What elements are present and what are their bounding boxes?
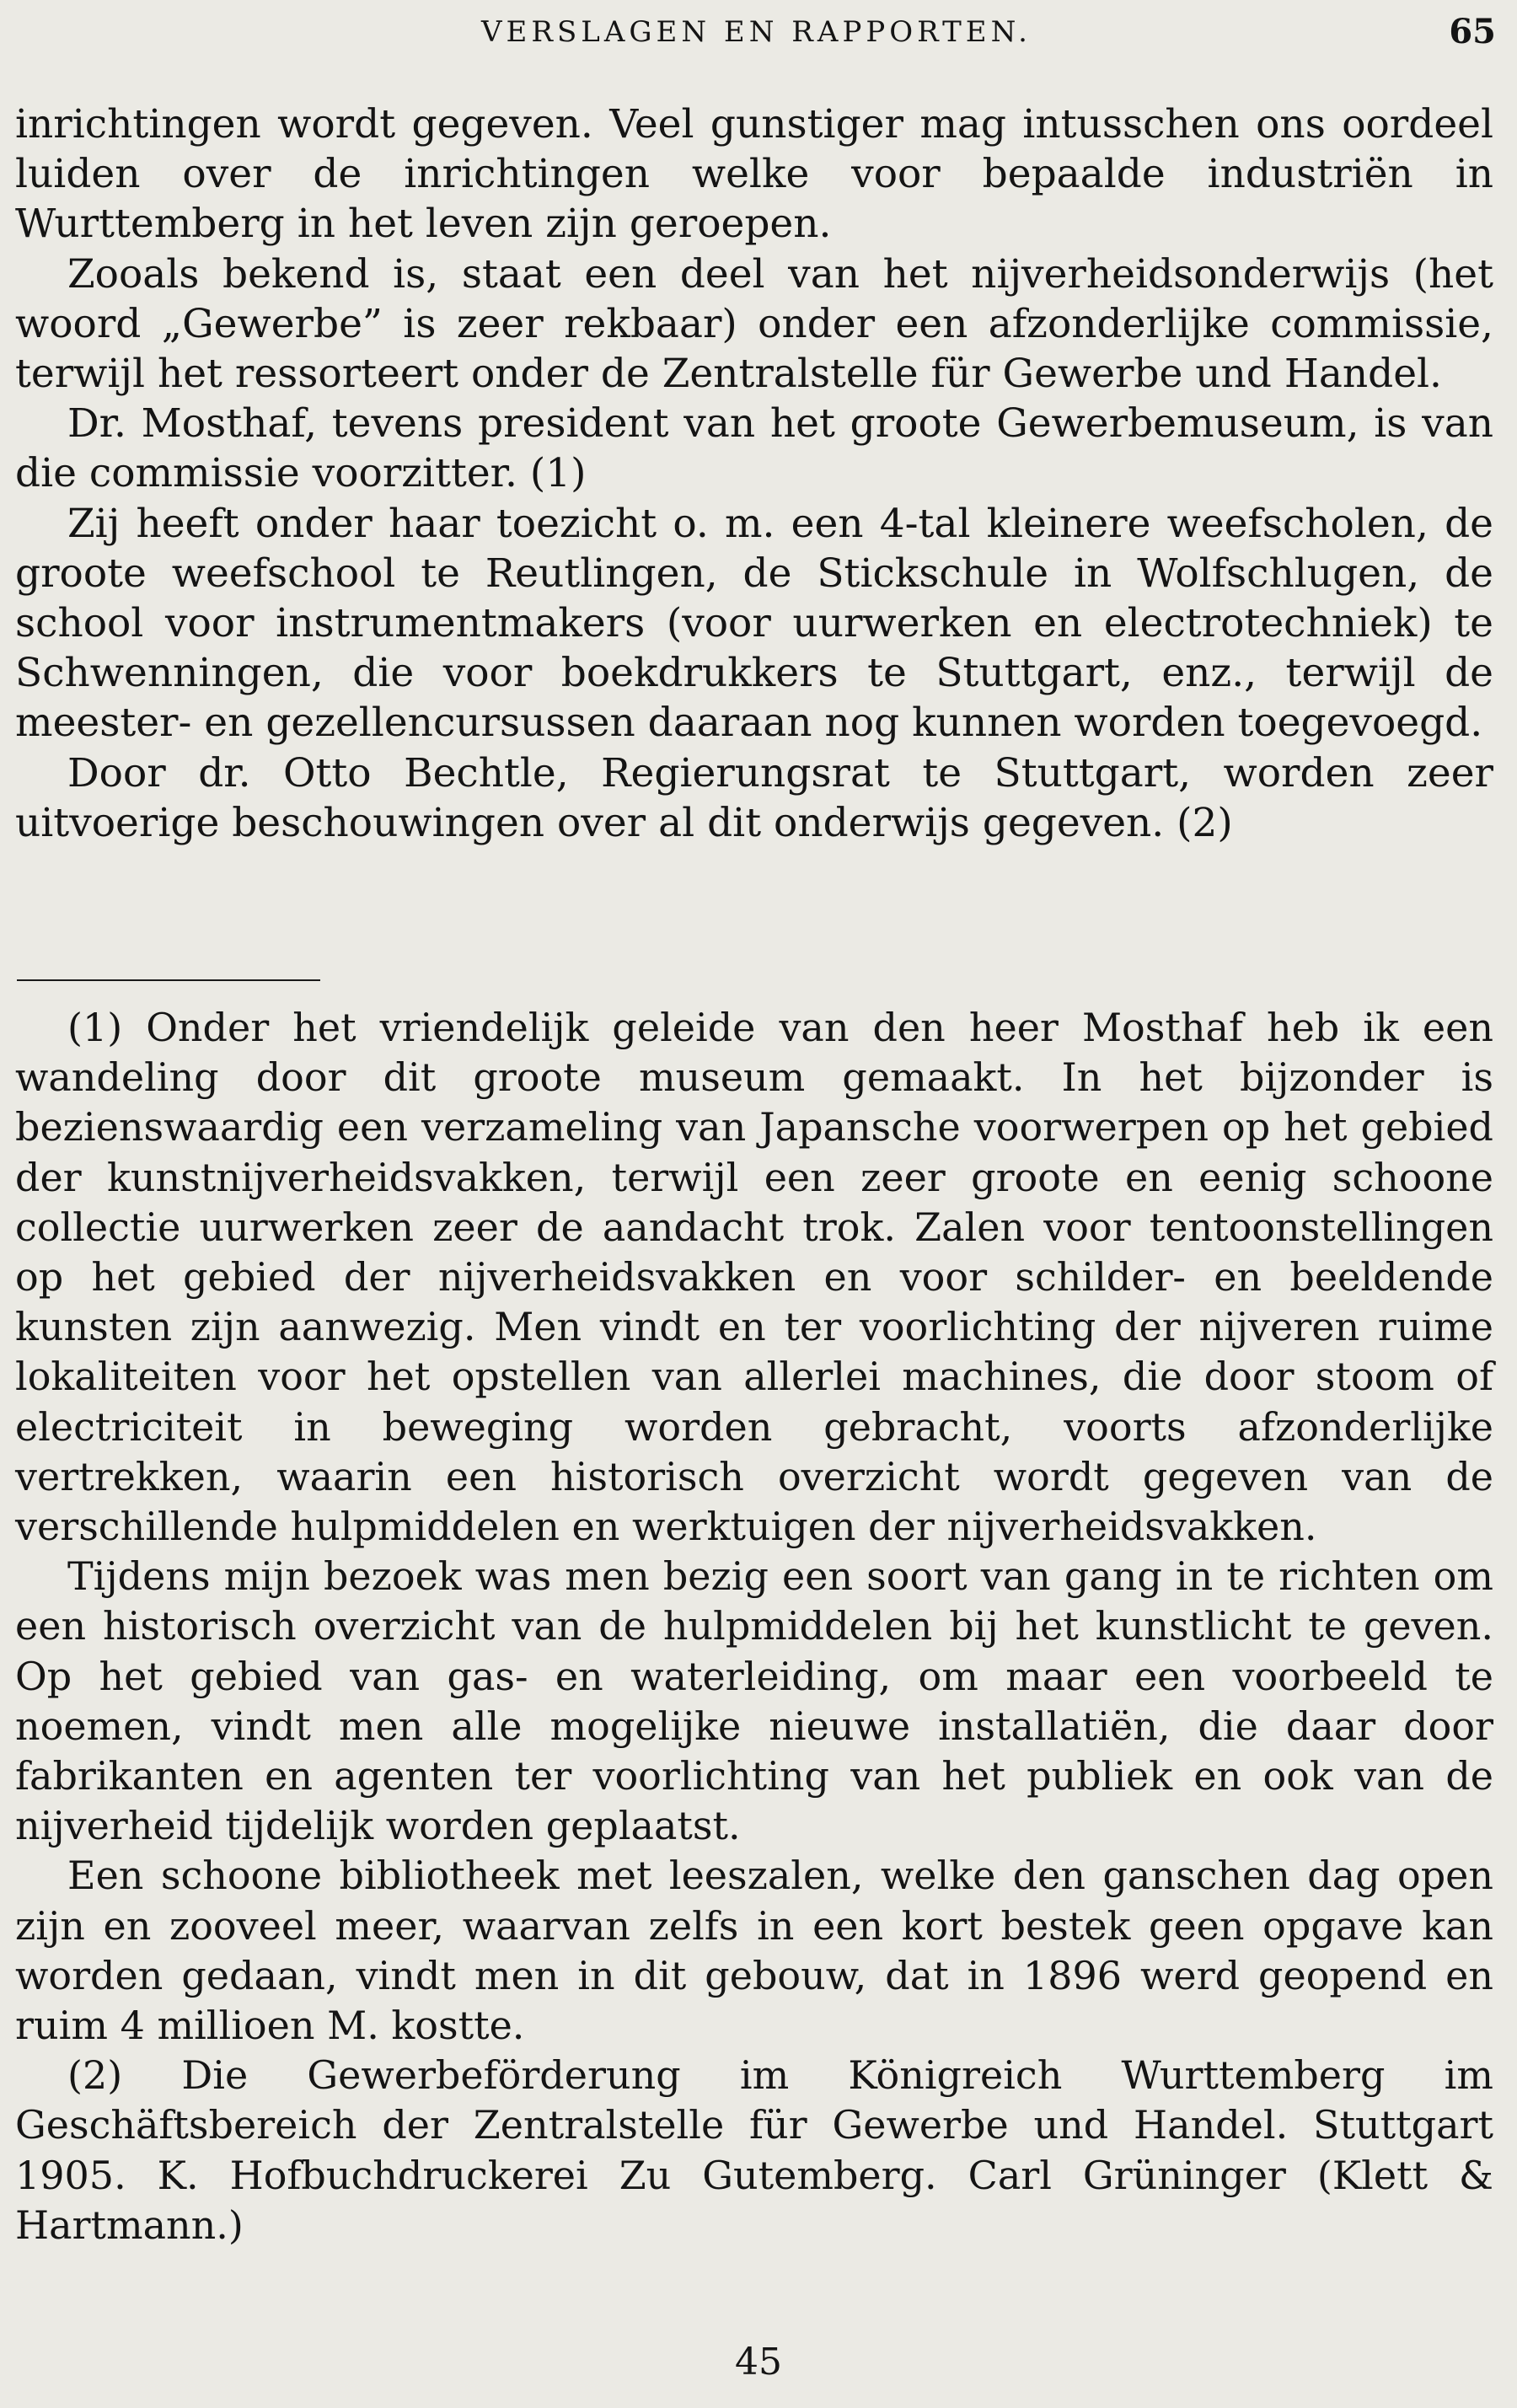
page-number: 65 bbox=[1449, 12, 1496, 51]
paragraph-weefscholen: Zij heeft onder haar toezicht o. m. een 4-tal kleinere weefscholen, de groote weefschool te Reutlingen, de Stickschule in Wolfschlugen, de school voor instrumentmakers (voor uurwerken en electrotechniek) te Schwenningen, die voor boekdrukkers te Stuttgart, enz., terwijl de meester- en gezellencursussen daaraan nog kunnen worden toegevoegd. bbox=[15, 500, 1493, 747]
paragraph-mosthaf: Dr. Mosthaf, tevens president van het groote Gewerbemuseum, is van die commissie voorzitter. (1) bbox=[15, 400, 1493, 497]
footnote-2: (2) Die Gewerbeförderung im Königreich Wurttemberg im Geschäftsbereich der Zentralstelle für Gewerbe und Handel. Stuttgart 1905. K. Hofbuchdruckerei Zu Gutemberg. Carl Grüninger (Klett & Hartmann.) bbox=[15, 2052, 1493, 2248]
footnote-separator bbox=[17, 979, 320, 981]
paragraph-bechtle: Door dr. Otto Bechtle, Regierungsrat te Stuttgart, worden zeer uitvoerige beschouwingen over al dit onderwijs gegeven. (2) bbox=[15, 749, 1493, 846]
footnotes bbox=[15, 1003, 1493, 2250]
footnote-1-library: Een schoone bibliotheek met leeszalen, welke den ganschen dag open zijn en zooveel meer, waarvan zelfs in een kort bestek geen opgave kan worden gedaan, vindt men in dit gebouw, dat in 1896 werd geopend en ruim 4 millioen M. kostte. bbox=[15, 1853, 1493, 2049]
paragraph-nijverheidsonderwijs: Zooals bekend is, staat een deel van het nijverheidsonderwijs (het woord „Gewerbe” is zeer rekbaar) onder een afzonderlijke commissie, terwijl het ressorteert onder de Zentralstelle für Gewerbe und Handel. bbox=[15, 250, 1493, 398]
running-head bbox=[17, 12, 1496, 52]
footnote-1: (1) Onder het vriendelijk geleide van den heer Mosthaf heb ik een wandeling door dit groote museum gemaakt. In het bijzonder is bezienswaardig een verzameling van Japansche voorwerpen op het gebied der kunstnijverheidsvakken, terwijl een zeer groote en eenig schoone collectie uurwerken zeer de aandacht trok. Zalen voor tentoonstellingen op het gebied der nijverheidsvakken en voor schilder- en beeldende kunsten zijn aanwezig. Men vindt en ter voorlichting der nijveren ruime lokaliteiten voor het opstellen van allerlei machines, die door stoom of electriciteit in beweging worden gebracht, voorts afzonderlijke vertrekken, waarin een historisch overzicht wordt gegeven van de verschillende hulpmiddelen en werktuigen der nijverheidsvakken. bbox=[15, 1005, 1493, 1550]
printer-signature: 45 bbox=[735, 2341, 782, 2384]
main-text bbox=[15, 99, 1493, 848]
footnote-1-continued: Tijdens mijn bezoek was men bezig een soort van gang in te richten om een historisch overzicht van de hulpmiddelen bij het kunstlicht te geven. Op het gebied van gas- en waterleiding, om maar een voorbeeld te noemen, vindt men alle mogelijke nieuwe installatiën, die daar door fabrikanten en agenten ter voorlichting van het publiek en ook van de nijverheid tijdelijk worden geplaatst. bbox=[15, 1553, 1493, 1849]
paragraph-continuation: inrichtingen wordt gegeven. Veel gunstiger mag intusschen ons oordeel luiden over de inrichtingen welke voor bepaalde industriën in Wurttemberg in het leven zijn geroepen. bbox=[15, 101, 1493, 248]
running-title: VERSLAGEN EN RAPPORTEN. bbox=[481, 15, 1032, 49]
